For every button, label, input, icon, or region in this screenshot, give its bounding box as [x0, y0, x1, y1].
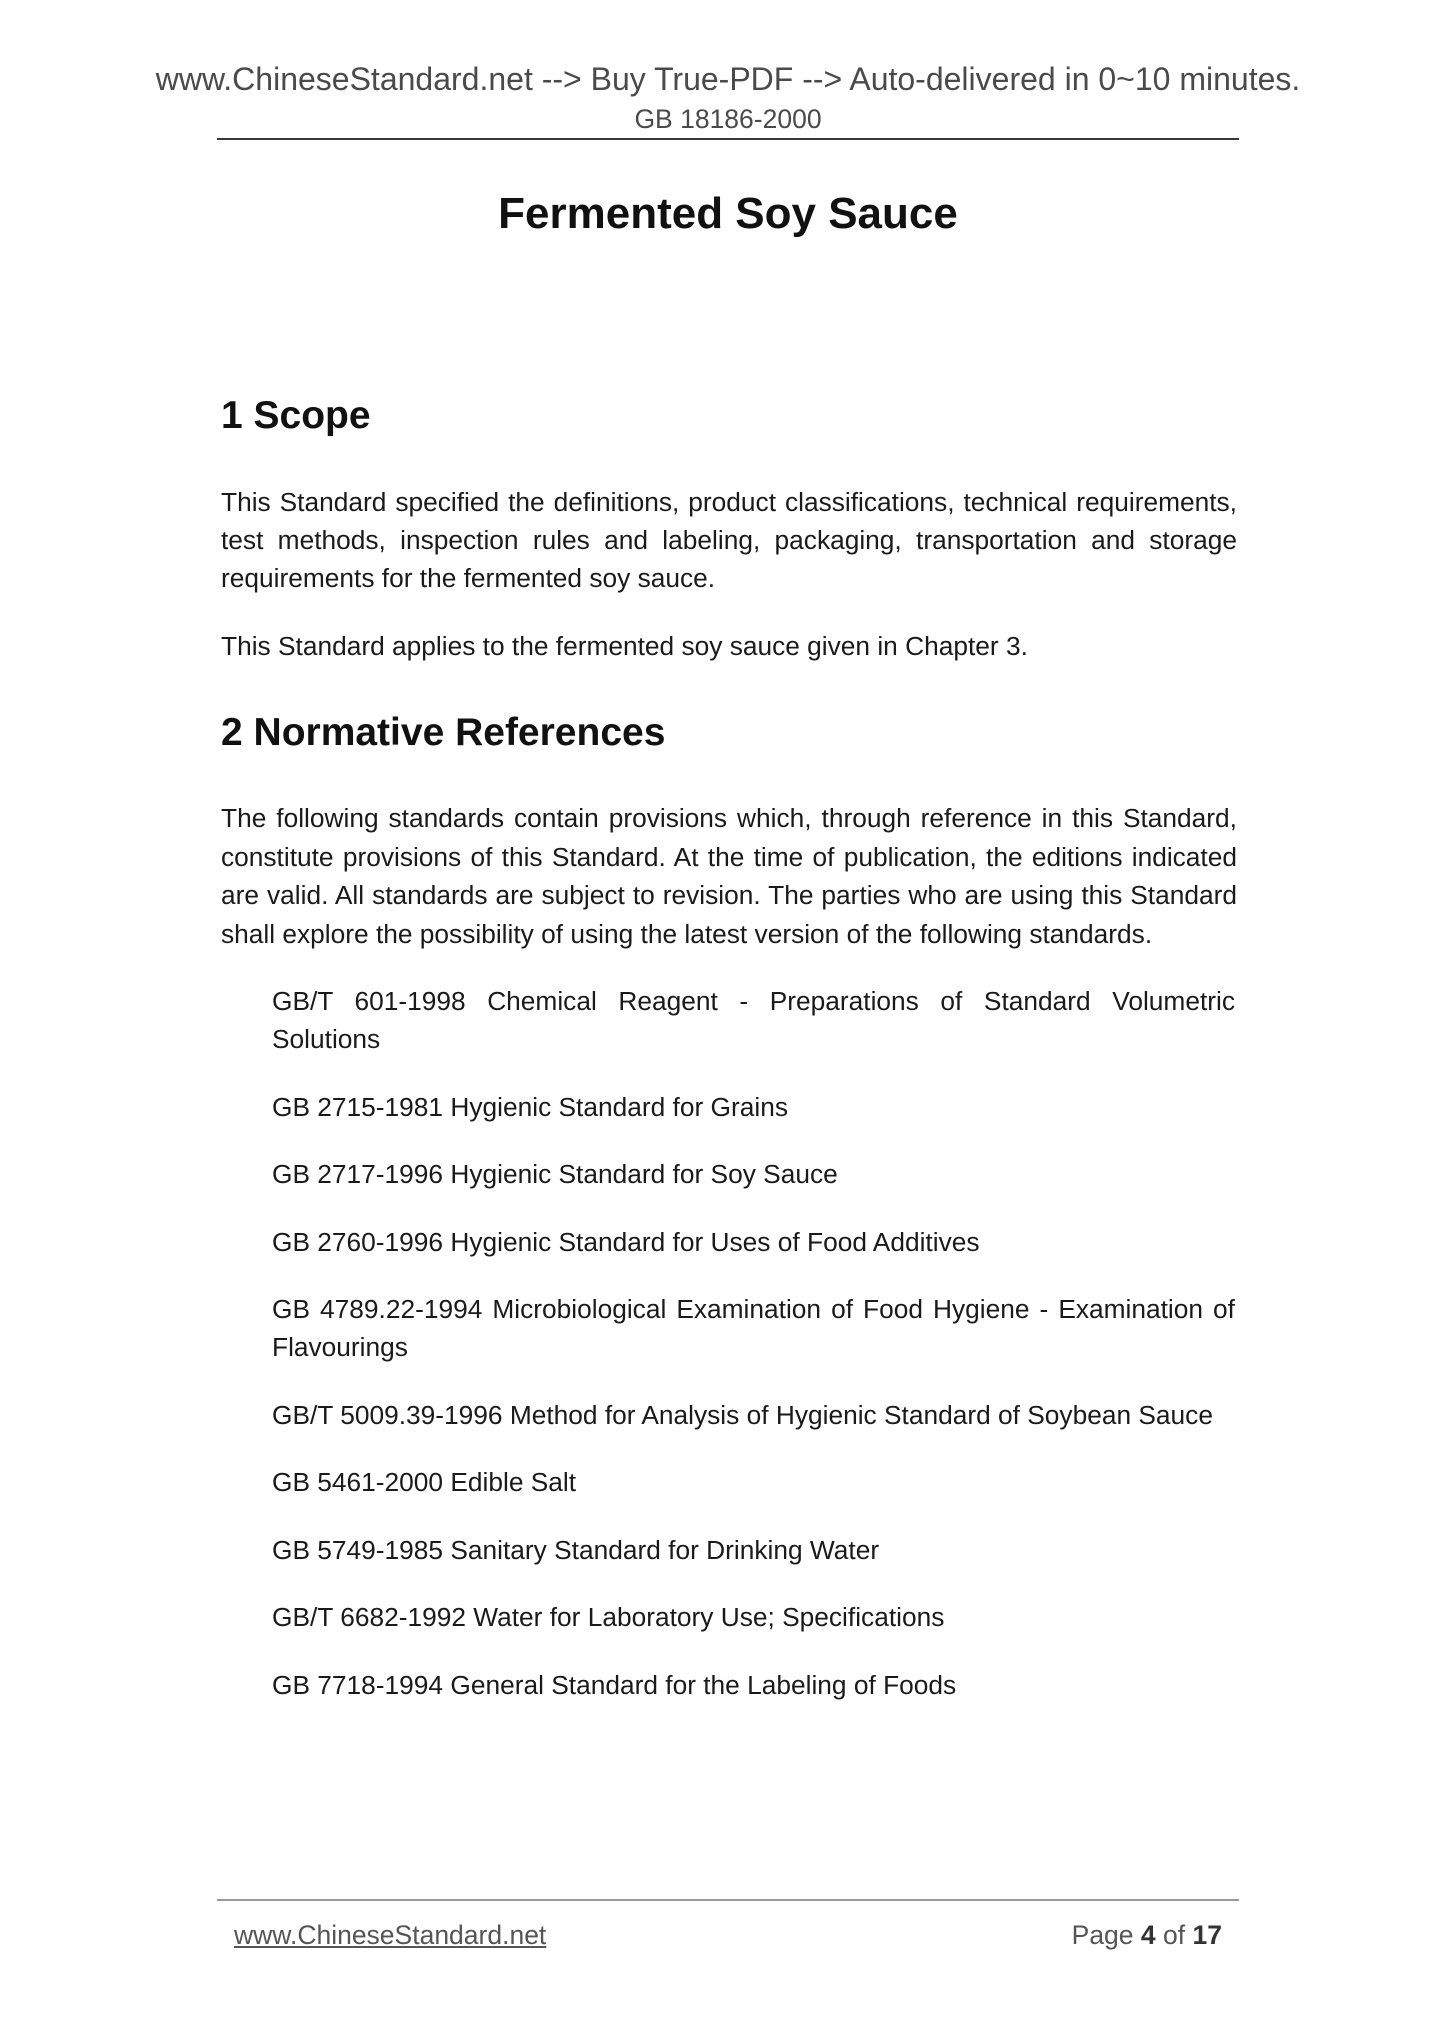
text-line: GB 7718-1994 General Standard for the Labeling of Foods: [272, 1669, 957, 1700]
text-line: Solutions: [272, 1024, 381, 1054]
page-label: Page: [1071, 1920, 1134, 1950]
total-page-count: 17: [1192, 1920, 1222, 1950]
reference-item: [272, 1155, 1235, 1193]
section-heading-normative-references: 2 Normative References: [221, 711, 666, 754]
header-divider: [217, 138, 1239, 140]
reference-item: [272, 1088, 1235, 1126]
reference-item: [272, 1598, 1235, 1636]
text-line: GB 2760-1996 Hygienic Standard for Uses of Food Additives: [272, 1226, 980, 1257]
text-line: The following standards contain provisions which, through reference in this Standard,: [221, 803, 1237, 833]
reference-item: [272, 1531, 1235, 1569]
reference-item: [272, 982, 1235, 1058]
text-line: This Standard applies to the fermented soy sauce given in Chapter 3.: [221, 631, 1028, 661]
text-line: requirements for the fermented soy sauce.: [221, 563, 716, 594]
reference-item: [272, 1666, 1235, 1704]
current-page-number: 4: [1140, 1920, 1156, 1950]
text-line: test methods, inspection rules and labeling, packaging, transportation and storage: [221, 525, 1237, 556]
footer-website-link[interactable]: www.ChineseStandard.net: [234, 1920, 547, 1950]
header-banner: www.ChineseStandard.net --> Buy True-PDF --> Auto-delivered in 0~10 minutes.: [155, 61, 1301, 97]
text-line: GB/T 6682-1992 Water for Laboratory Use; Specifications: [272, 1602, 945, 1632]
text-line: Flavourings: [272, 1332, 408, 1362]
text-line: GB 5461-2000 Edible Salt: [272, 1467, 577, 1497]
text-line: GB/T 601-1998 Chemical Reagent - Preparations of Standard Volumetric: [272, 986, 1235, 1016]
section-heading-scope: 1 Scope: [221, 394, 371, 437]
reference-item: [272, 1290, 1235, 1366]
references-intro-paragraph: [221, 799, 1237, 953]
text-line: shall explore the possibility of using the latest version of the following standards.: [221, 918, 1153, 949]
text-line: GB 2717-1996 Hygienic Standard for Soy Sauce: [272, 1159, 838, 1189]
scope-paragraph-2: [221, 627, 1237, 665]
document-title: Fermented Soy Sauce: [498, 189, 958, 238]
scope-paragraph-1: [221, 483, 1237, 597]
footer-divider: [217, 1899, 1239, 1901]
text-line: GB 5749-1985 Sanitary Standard for Drinking Water: [272, 1534, 880, 1565]
header-standard-code: GB 18186-2000: [634, 104, 822, 134]
reference-item: [272, 1396, 1235, 1434]
page-of-label: of: [1163, 1920, 1186, 1950]
reference-list: [272, 982, 1235, 1733]
text-line: GB 2715-1981 Hygienic Standard for Grains: [272, 1091, 788, 1122]
text-line: This Standard specified the definitions, product classifications, technical requirements,: [221, 487, 1237, 517]
text-line: GB/T 5009.39-1996 Method for Analysis of Hygienic Standard of Soybean Sauce: [272, 1399, 1213, 1430]
text-line: GB 4789.22-1994 Microbiological Examination of Food Hygiene - Examination of: [272, 1294, 1235, 1324]
text-line: are valid. All standards are subject to revision. The parties who are using this Standard: [221, 880, 1237, 910]
reference-item: [272, 1463, 1235, 1501]
page-number: [1072, 1919, 1222, 1951]
text-line: constitute provisions of this Standard. At the time of publication, the editions indicated: [221, 841, 1237, 872]
reference-item: [272, 1223, 1235, 1261]
